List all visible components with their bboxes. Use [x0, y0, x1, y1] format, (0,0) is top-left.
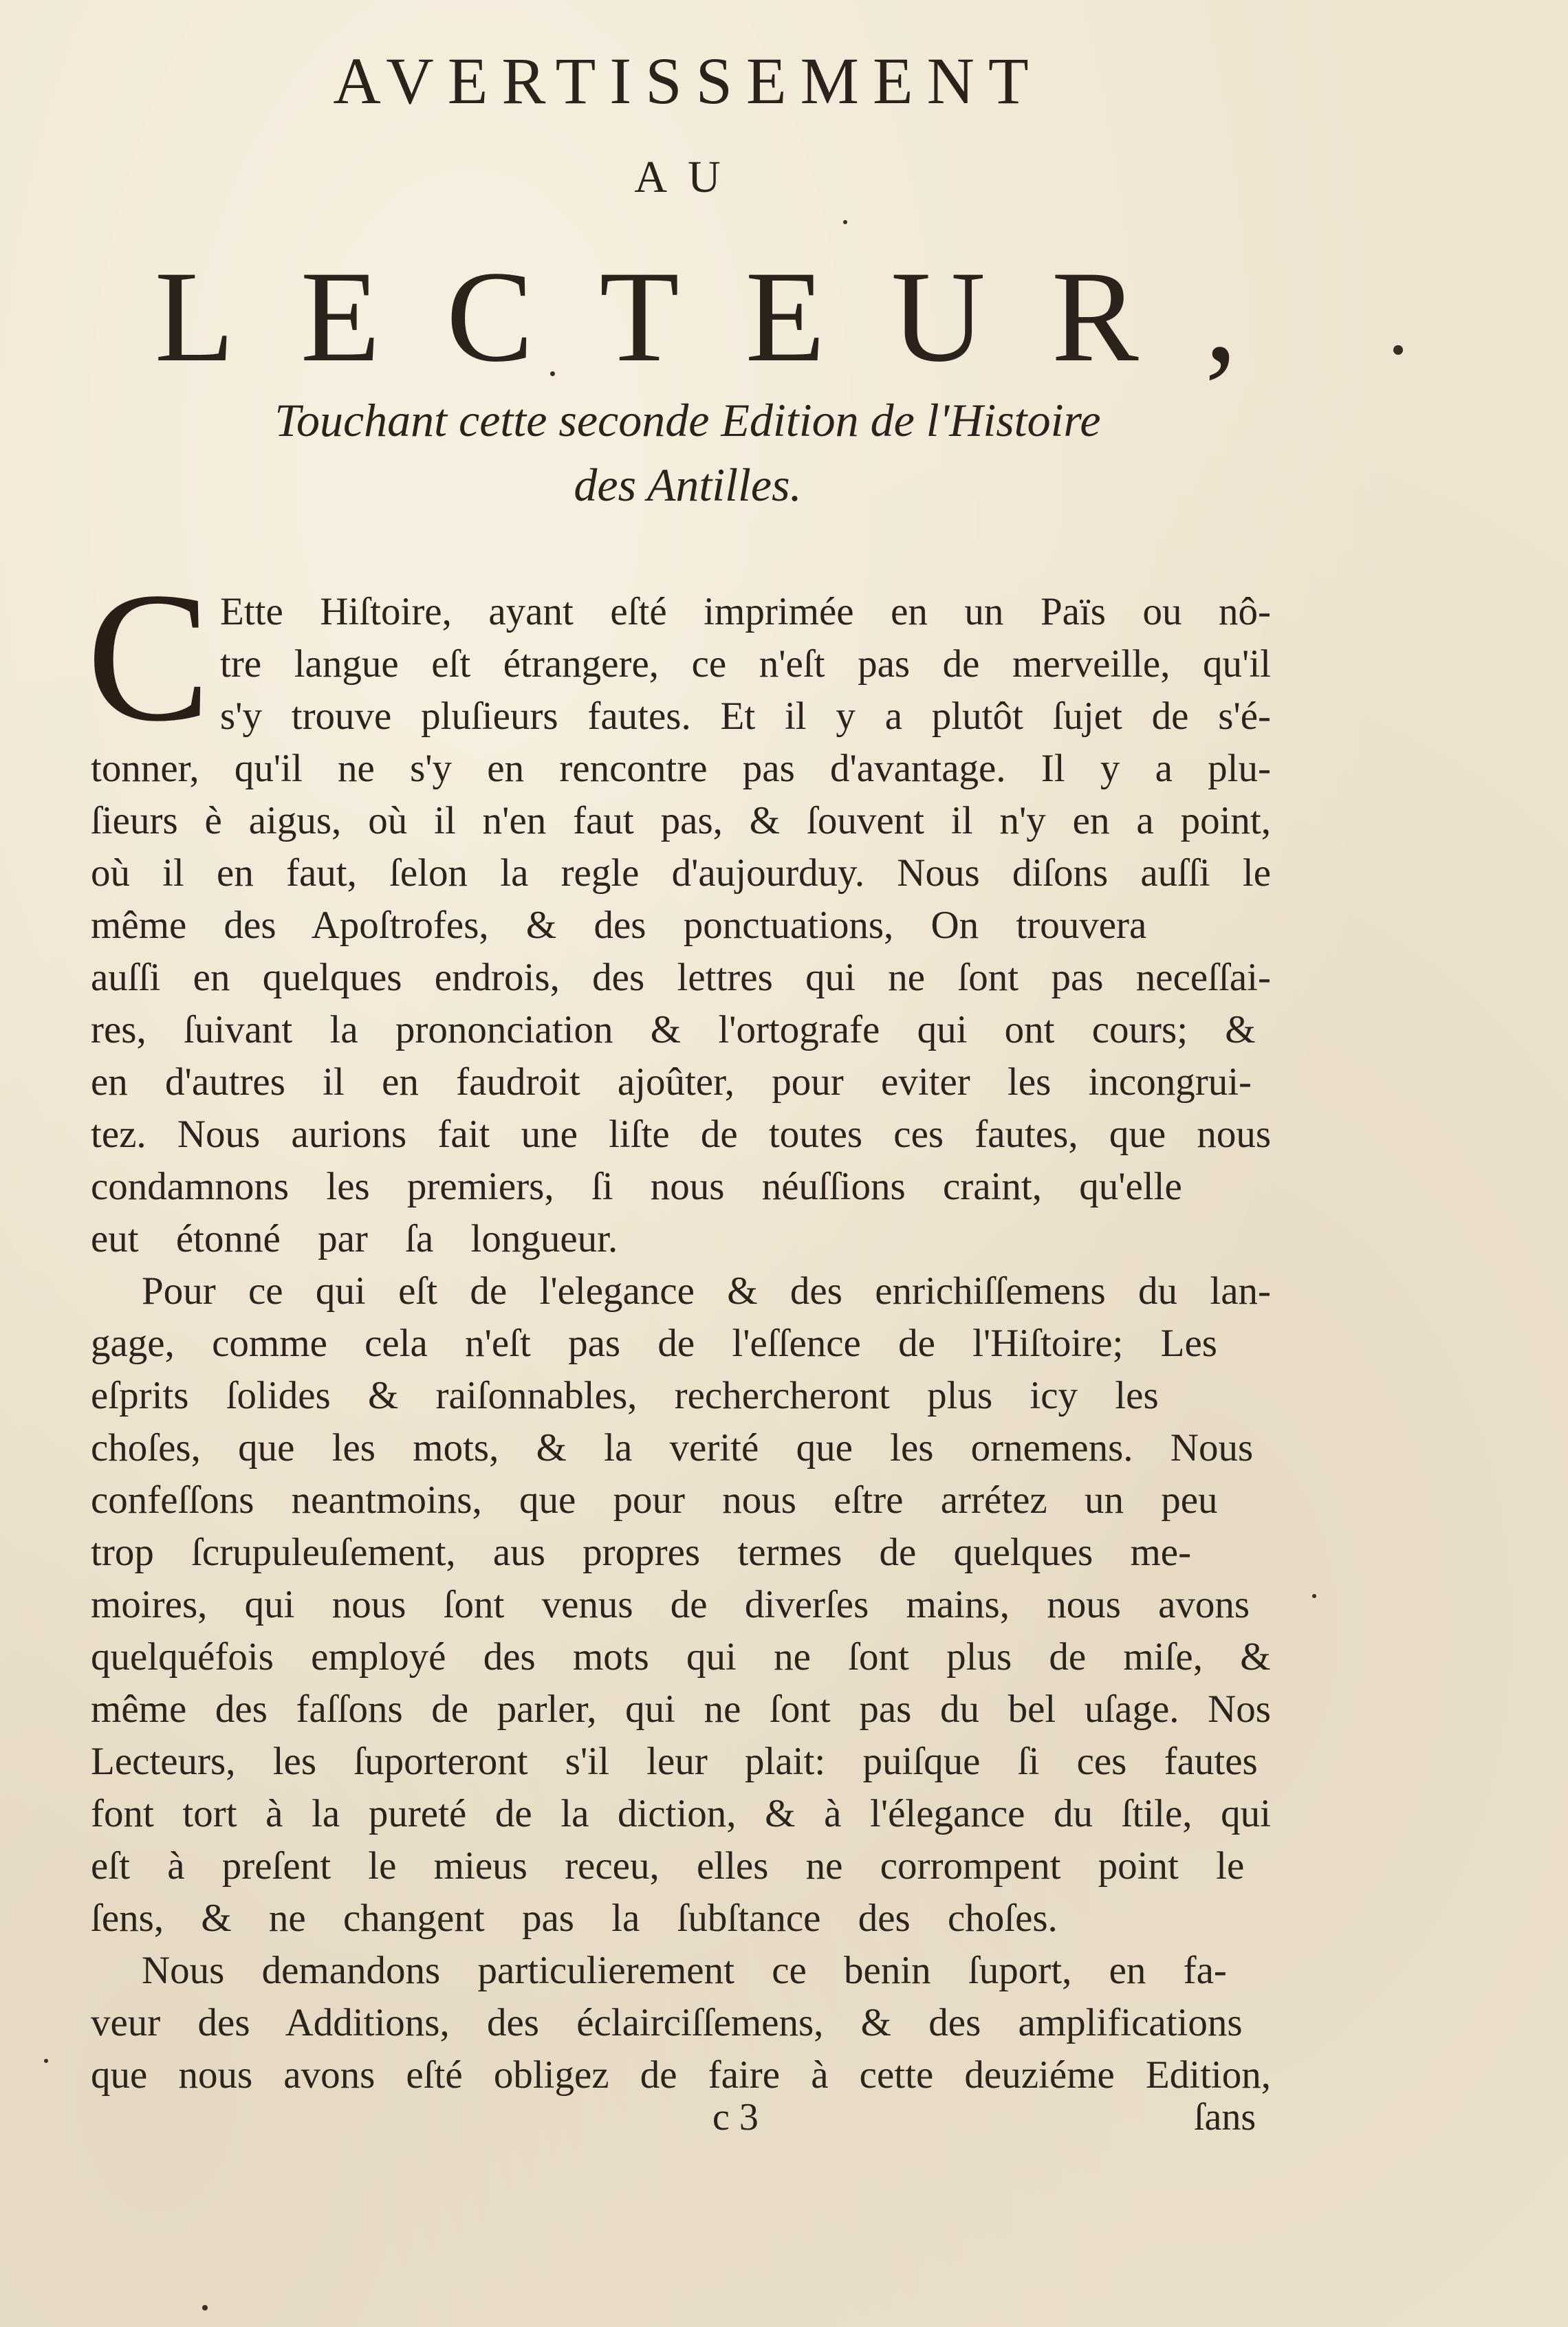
text-line: même des Apoſtrofes, & des ponctuations, On trouvera — [91, 904, 1147, 947]
heading-au: AU — [634, 152, 741, 202]
text-line: confeſſons neantmoins, que pour nous eſtre arrétez un peu — [91, 1478, 1218, 1522]
heading-avertissement: AVERTISSEMENT — [333, 44, 1043, 118]
text-line: gage, comme cela n'eſt pas de l'eſſence de l'Hiſtoire; Les — [91, 1322, 1217, 1365]
ink-speck — [44, 2059, 48, 2063]
text-line: Ette Hiſtoire, ayant eſté imprimée en un Païs ou nô- — [220, 590, 1271, 633]
text-line: tonner, qu'il ne s'y en rencontre pas d'avantage. Il y a plu- — [91, 747, 1271, 790]
text-line: font tort à la pureté de la diction, & à l'élegance du ſtile, qui — [91, 1792, 1271, 1835]
text-line: s'y trouve pluſieurs fautes. Et il y a plutôt ſujet de s'é- — [220, 695, 1271, 738]
text-line: Pour ce qui eſt de l'elegance & des enrichiſſemens du lan- — [142, 1269, 1271, 1313]
text-line: res, ſuivant la prononciation & l'ortografe qui ont cours; & — [91, 1008, 1256, 1051]
signature-mark: c 3 — [712, 2096, 759, 2139]
subtitle-line-2: des Antilles. — [574, 459, 802, 511]
ink-speck — [1312, 1594, 1316, 1598]
text-line: veur des Additions, des éclairciſſemens, & des amplifications — [91, 2001, 1243, 2044]
text-line: choſes, que les mots, & la verité que les ornemens. Nous — [91, 1426, 1254, 1470]
catchword: ſans — [1194, 2096, 1256, 2139]
text-line: trop ſcrupuleuſement, aus propres termes de quelques me- — [91, 1531, 1192, 1574]
text-line: ſieurs è aigus, où il n'en faut pas, & ſouvent il n'y en a point, — [91, 799, 1271, 842]
heading-lecteur: LECTEUR, — [154, 245, 1304, 389]
text-line: moires, qui nous ſont venus de diverſes mains, nous avons — [91, 1583, 1250, 1626]
drop-capital: C — [87, 554, 211, 760]
text-line: en d'autres il en faudroit ajoûter, pour eviter les incongrui- — [91, 1060, 1252, 1104]
ink-speck — [843, 220, 847, 224]
ink-speck — [202, 2305, 208, 2310]
text-line: même des faſſons de parler, qui ne ſont pas du bel uſage. Nos — [91, 1687, 1271, 1731]
text-line: eſt à preſent le mieus receu, elles ne corrompent point le — [91, 1844, 1245, 1888]
text-line: auſſi en quelques endrois, des lettres qui ne ſont pas neceſſai- — [91, 956, 1271, 999]
text-line: où il en faut, ſelon la regle d'aujourduy. Nous diſons auſſi le — [91, 851, 1271, 895]
text-line: condamnons les premiers, ſi nous néuſſions craint, qu'elle — [91, 1165, 1182, 1208]
text-line: Nous demandons particulierement ce benin ſuport, en fa- — [142, 1949, 1227, 1992]
text-line: quelquéfois employé des mots qui ne ſont plus de miſe, & — [91, 1635, 1271, 1679]
text-line: tez. Nous aurions fait une liſte de toutes ces fautes, que nous — [91, 1113, 1271, 1156]
text-line: Lecteurs, les ſuporteront s'il leur plait: puiſque ſi ces fautes — [91, 1740, 1258, 1783]
subtitle-line-1: Touchant cette seconde Edition de l'Histoire — [274, 394, 1101, 446]
text-line: eut étonné par ſa longueur. — [91, 1217, 618, 1260]
text-line: eſprits ſolides & raiſonnables, rechercheront plus icy les — [91, 1374, 1159, 1417]
text-line: ſens, & ne changent pas la ſubſtance des choſes. — [91, 1897, 1058, 1940]
text-line: tre langue eſt étrangere, ce n'eſt pas de merveille, qu'il — [220, 642, 1271, 686]
text-line: que nous avons eſté obligez de faire à cette deuziéme Edition, — [91, 2053, 1271, 2097]
